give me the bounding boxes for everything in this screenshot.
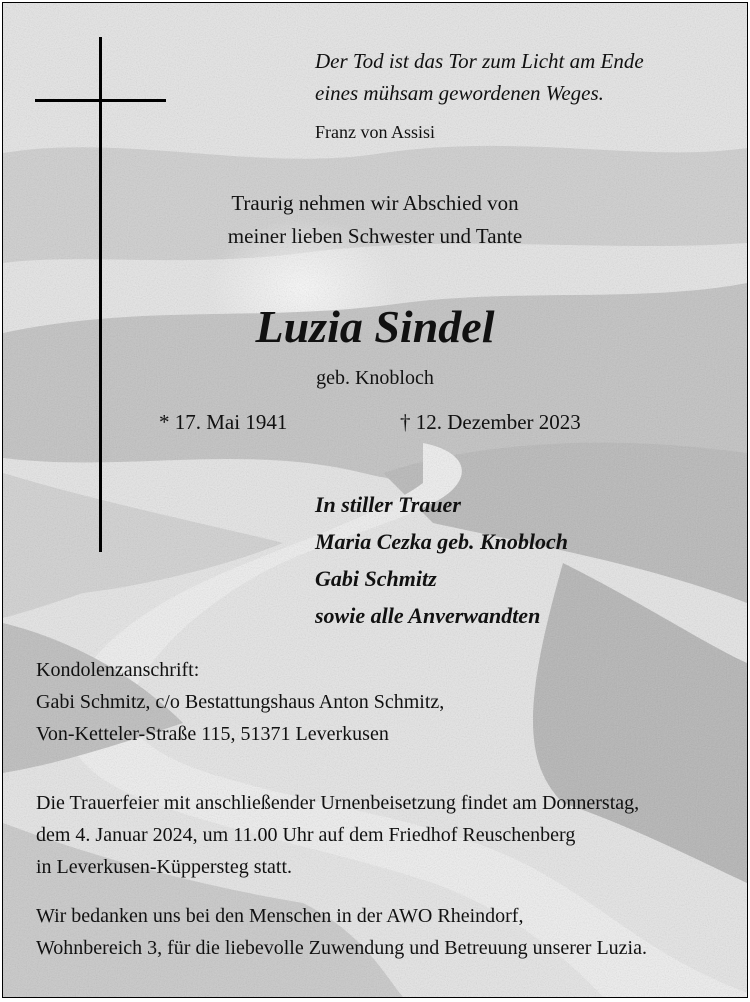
cross-horizontal-bar bbox=[35, 99, 166, 102]
mourner-line: sowie alle Anverwandten bbox=[315, 603, 541, 628]
mourner-line: Gabi Schmitz bbox=[315, 566, 437, 591]
birth-name: geb. Knobloch bbox=[316, 367, 434, 389]
death-date: † 12. Dezember 2023 bbox=[400, 410, 581, 434]
birth-date: * 17. Mai 1941 bbox=[159, 410, 288, 434]
mourner-line: Maria Cezka geb. Knobloch bbox=[315, 529, 569, 554]
condolence-address-line: Von-Ketteler-Straße 115, 51371 Leverkusen bbox=[36, 723, 389, 745]
cross-vertical-bar bbox=[99, 37, 102, 552]
funeral-info-line: dem 4. Januar 2024, um 11.00 Uhr auf dem Friedhof Reuschenberg bbox=[36, 824, 576, 846]
funeral-info-line: Die Trauerfeier mit anschließender Urnenbeisetzung findet am Donnerstag, bbox=[36, 792, 640, 814]
funeral-info-line: in Leverkusen-Küppersteg statt. bbox=[36, 856, 293, 878]
intro-line-1: Traurig nehmen wir Abschied von bbox=[231, 191, 519, 215]
quote-line-1: Der Tod ist das Tor zum Licht am Ende bbox=[315, 49, 644, 73]
deceased-name: Luzia Sindel bbox=[255, 301, 495, 352]
intro-line-2: meiner lieben Schwester und Tante bbox=[227, 224, 523, 248]
quote-line-2: eines mühsam gewordenen Weges. bbox=[315, 81, 604, 105]
condolence-address-line: Gabi Schmitz, c/o Bestattungshaus Anton Schmitz, bbox=[36, 691, 445, 713]
thanks-line: Wir bedanken uns bei den Menschen in der AWO Rheindorf, bbox=[36, 905, 524, 927]
condolence-heading: Kondolenzanschrift: bbox=[36, 659, 200, 681]
thanks-line: Wohnbereich 3, für die liebevolle Zuwendung und Betreuung unserer Luzia. bbox=[36, 937, 647, 959]
quote-author: Franz von Assisi bbox=[315, 122, 436, 142]
obituary-notice bbox=[2, 2, 748, 998]
mourner-line: In stiller Trauer bbox=[315, 492, 461, 517]
